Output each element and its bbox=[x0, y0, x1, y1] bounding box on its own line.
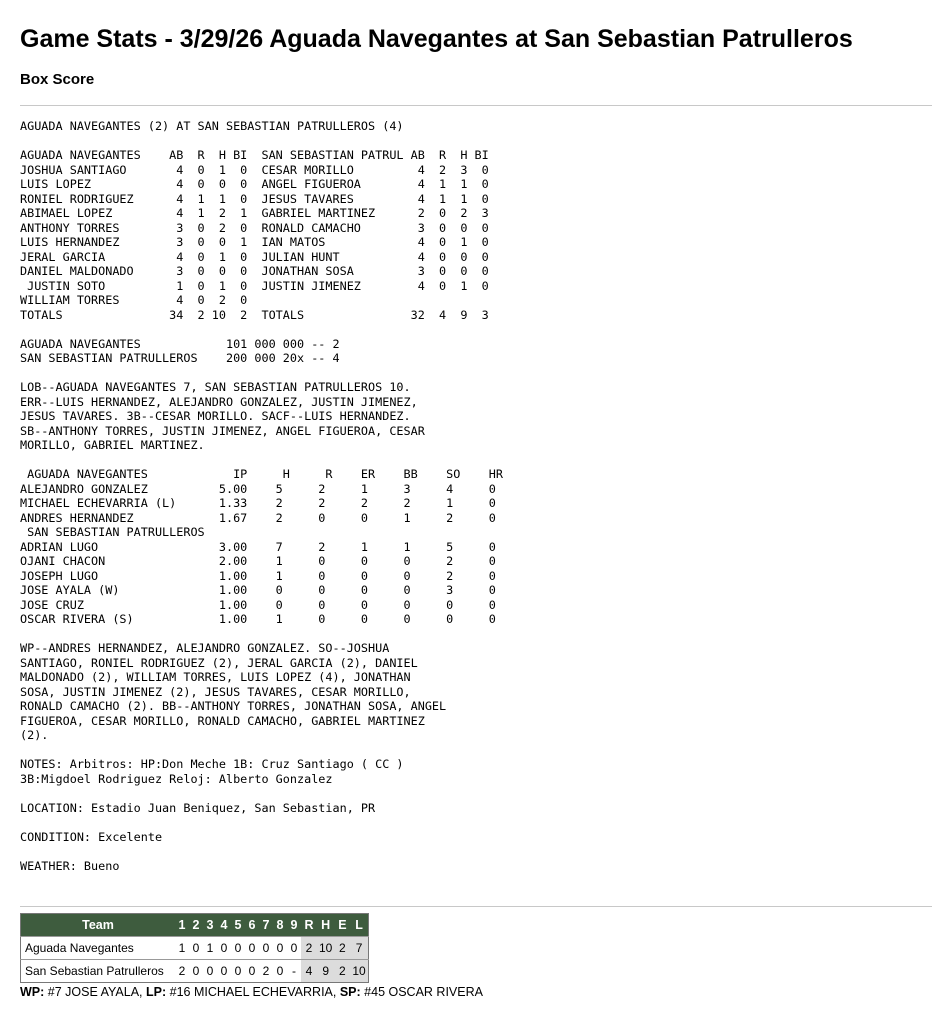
header-inning: 8 bbox=[273, 914, 287, 937]
inning-score: 0 bbox=[217, 960, 231, 983]
lp-label: LP: bbox=[146, 985, 167, 999]
header-inning: 3 bbox=[203, 914, 217, 937]
header-inning: 6 bbox=[245, 914, 259, 937]
section-heading-box-score: Box Score bbox=[20, 71, 95, 88]
header-inning: 4 bbox=[217, 914, 231, 937]
inning-score: 0 bbox=[217, 937, 231, 960]
inning-score: 0 bbox=[273, 960, 287, 983]
total-errors: 2 bbox=[334, 937, 350, 960]
inning-score: 0 bbox=[189, 960, 203, 983]
header-inning: 9 bbox=[287, 914, 301, 937]
header-total: H bbox=[317, 914, 334, 937]
inning-score: 0 bbox=[189, 937, 203, 960]
table-row bbox=[21, 937, 369, 960]
inning-score: 2 bbox=[175, 960, 189, 983]
team-name: Aguada Navegantes bbox=[21, 937, 176, 960]
inning-score: 0 bbox=[231, 937, 245, 960]
header-inning: 2 bbox=[189, 914, 203, 937]
inning-score: 1 bbox=[175, 937, 189, 960]
sp-label: SP: bbox=[339, 985, 361, 999]
lp-value: #16 MICHAEL ECHEVARRIA, bbox=[169, 985, 337, 999]
inning-score: 0 bbox=[245, 937, 259, 960]
inning-score: 0 bbox=[273, 937, 287, 960]
total-lob: 10 bbox=[350, 960, 368, 983]
sp-value: #45 OSCAR RIVERA bbox=[364, 985, 483, 999]
box-score-text: AGUADA NAVEGANTES (2) AT SAN SEBASTIAN PATRULLEROS (4) AGUADA NAVEGANTES AB R H BI SAN SEBASTIAN PATRUL AB R H BI JOSHUA SANTIAGO 4 0 1 0 CESAR MORILLO 4 2 3 0 LUIS LOPEZ 4 0 0 0 ANGEL FIGUEROA 4 1 1 0 RONIEL RODRIGUEZ 4 1 1 0 JESUS TAVARES 4 1 1 0 ABIMAEL LOPEZ 4 1 2 1 GABRIEL MARTINEZ 2 0 2 3 ANTHONY TORRES 3 0 2 0 RONALD CAMACHO 3 0 0 0 LUIS HERNANDEZ 3 0 0 1 IAN MATOS 4 0 1 0 JERAL GARCIA 4 0 1 0 JULIAN HUNT 4 0 0 0 DANIEL MALDONADO 3 0 0 0 JONATHAN SOSA 3 0 0 0 JUSTIN SOTO 1 0 1 0 JUSTIN JIMENEZ 4 0 1 0 WILLIAM TORRES 4 0 2 0 TOTALS 34 2 10 2 TOTALS 32 4 9 3 AGUADA NAVEGANTES 101 000 000 -- 2 SAN SEBASTIAN PATRULLEROS 200 000 20x -- 4 LOB--AGUADA NAVEGANTES 7, SAN SEBASTIAN PATRULLEROS 10. ERR--LUIS HERNANDEZ, ALEJANDRO GONZALEZ, JUSTIN JIMENEZ, JESUS TAVARES. 3B--CESAR MORILLO. SACF--LUIS HERNANDEZ. SB--ANTHONY TORRES, JUSTIN JIMENEZ, ANGEL FIGUEROA, CESAR MORILLO, GABRIEL MARTINEZ. AGUADA NAVEGANTES IP H R ER BB SO HR ALEJANDRO GONZALEZ 5.00 5 2 1 3 4 0 MICHAEL ECHEVARRIA (L) 1.33 2 2 2 2 1 0 ANDRES HERNANDEZ 1.67 2 0 0 1 2 0 SAN SEBASTIAN PATRULLEROS ADRIAN LUGO 3.00 7 2 1 1 5 0 OJANI CHACON 2.00 1 0 0 0 2 0 JOSEPH LUGO 1.00 1 0 0 0 2 0 JOSE AYALA (W) 1.00 0 0 0 0 3 0 JOSE CRUZ 1.00 0 0 0 0 0 0 OSCAR RIVERA (S) 1.00 1 0 0 0 0 0 WP--ANDRES HERNANDEZ, ALEJANDRO GONZALEZ. SO--JOSHUA SANTIAGO, RONIEL RODRIGUEZ (2), JERAL GARCIA (2), DANIEL MALDONADO (2), WILLIAM TORRES, LUIS LOPEZ (4), JONATHAN SOSA, JUSTIN JIMENEZ (2), JESUS TAVARES, CESAR MORILLO, RONALD CAMACHO (2). BB--ANTHONY TORRES, JONATHAN SOSA, ANGEL FIGUEROA, CESAR MORILLO, RONALD CAMACHO, GABRIEL MARTINEZ (2). NOTES: Arbitros: HP:Don Meche 1B: Cruz Santiago ( CC ) 3B:Migdoel Rodriguez Reloj: Alberto Gonzalez LOCATION: Estadio Juan Beniquez, San Sebastian, PR CONDITION: Excelente WEATHER: Bueno bbox=[20, 119, 503, 873]
inning-score: 1 bbox=[203, 937, 217, 960]
wp-label: WP: bbox=[20, 985, 45, 999]
header-total: E bbox=[334, 914, 350, 937]
inning-score: 0 bbox=[203, 960, 217, 983]
divider bbox=[20, 906, 932, 907]
divider bbox=[20, 105, 932, 106]
inning-score: 0 bbox=[259, 937, 273, 960]
inning-score: 0 bbox=[231, 960, 245, 983]
total-runs: 4 bbox=[301, 960, 317, 983]
header-inning: 1 bbox=[175, 914, 189, 937]
table-row bbox=[21, 960, 369, 983]
page-title: Game Stats - 3/29/26 Aguada Navegantes at San Sebastian Patrulleros bbox=[20, 25, 853, 53]
inning-score: 0 bbox=[245, 960, 259, 983]
header-inning: 5 bbox=[231, 914, 245, 937]
header-total: L bbox=[350, 914, 368, 937]
total-hits: 9 bbox=[317, 960, 334, 983]
linescore-table bbox=[20, 913, 369, 983]
pitching-decisions bbox=[20, 985, 483, 999]
total-runs: 2 bbox=[301, 937, 317, 960]
wp-value: #7 JOSE AYALA, bbox=[47, 985, 143, 999]
linescore-header-row bbox=[21, 914, 369, 937]
total-hits: 10 bbox=[317, 937, 334, 960]
team-name: San Sebastian Patrulleros bbox=[21, 960, 176, 983]
total-lob: 7 bbox=[350, 937, 368, 960]
total-errors: 2 bbox=[334, 960, 350, 983]
header-team: Team bbox=[21, 914, 176, 937]
inning-score: 0 bbox=[287, 937, 301, 960]
inning-score: - bbox=[287, 960, 301, 983]
header-total: R bbox=[301, 914, 317, 937]
inning-score: 2 bbox=[259, 960, 273, 983]
header-inning: 7 bbox=[259, 914, 273, 937]
